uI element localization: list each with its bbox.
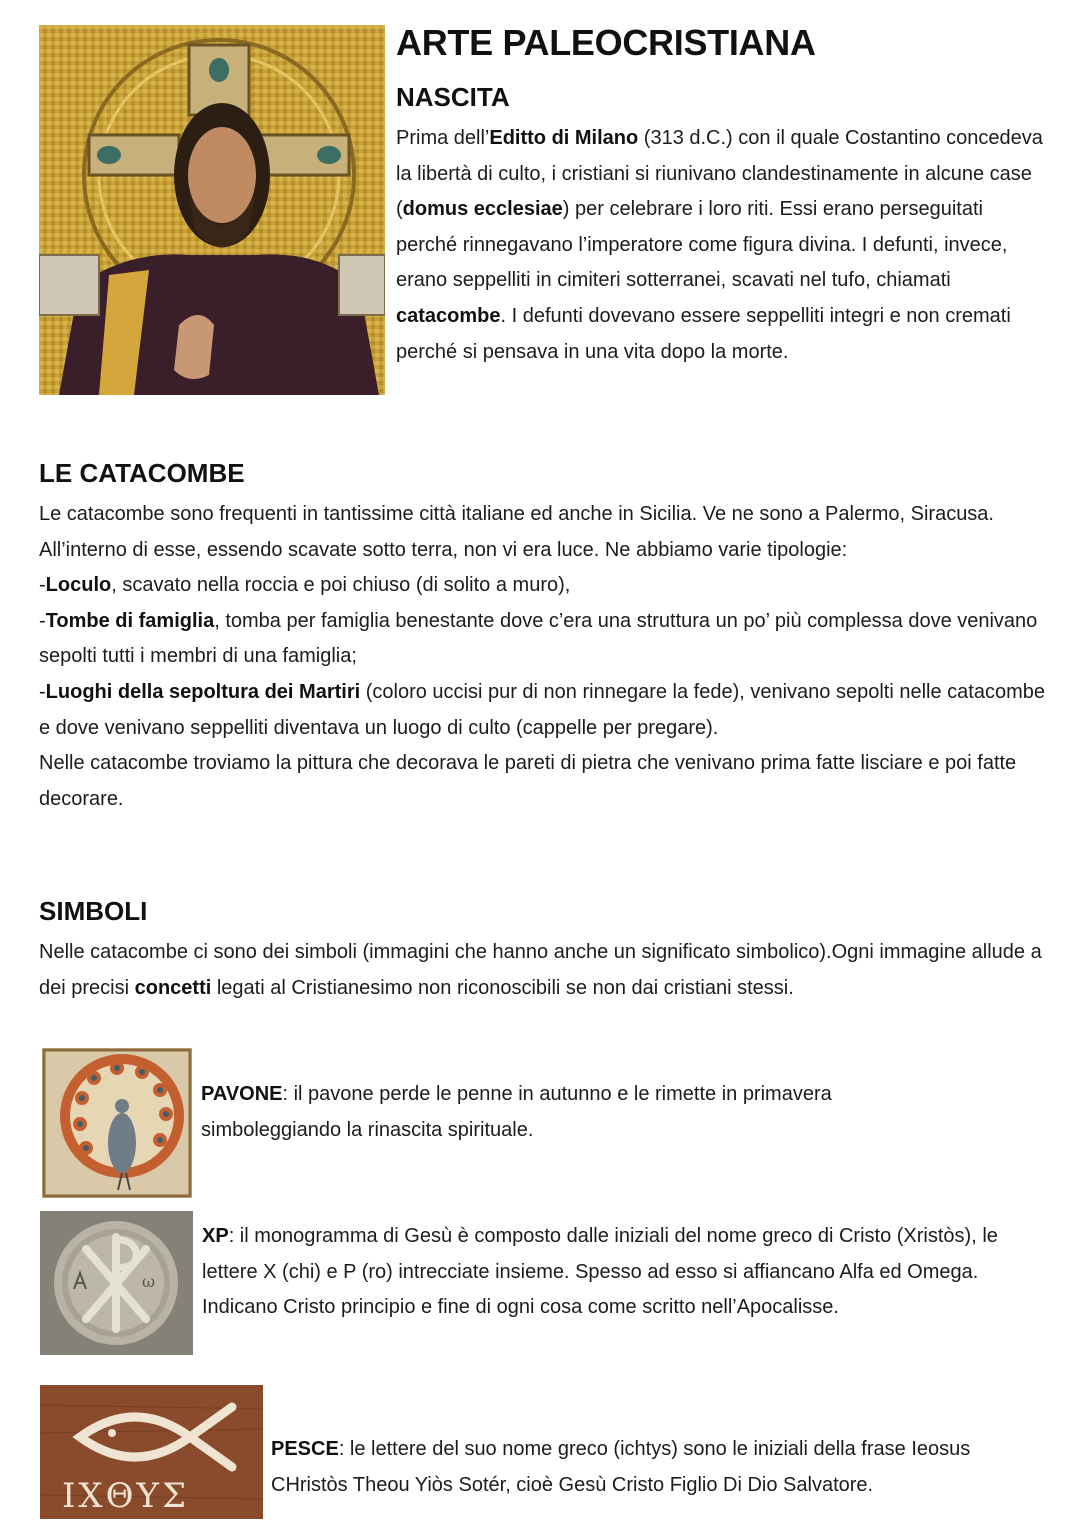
peacock-mosaic-icon [42,1048,192,1198]
editto-bold: Editto di Milano [489,127,639,149]
page-title: ARTE PALEOCRISTIANA [396,22,816,63]
nascita-text-1: Prima dell’ [396,127,490,149]
simboli-intro-text-1: Nelle catacombe ci sono dei simboli (immagini che hanno anche un significato simbolico).Ogni immagine allude a dei precisi [39,941,1042,999]
domus-bold: domus ecclesiae [402,198,563,221]
xp-text [202,1219,1022,1326]
xp-label: XP [202,1225,229,1247]
peacock-image [42,1048,192,1198]
svg-text:ω: ω [142,1272,156,1291]
dash: - [39,680,46,703]
chirho-image [40,1211,193,1355]
ichthys-fish-icon [40,1385,263,1519]
catacombe-martiri [39,675,1049,746]
simboli-intro-text-2: legati al Cristianesimo non riconoscibili se non dai cristiani stessi. [211,976,794,999]
nascita-text-2: (313 d.C.) con il quale Costantino concedeva la libertà di culto, i cristiani si riunivano clandestinamente in alcune case ( [396,127,1043,221]
fish-image [40,1385,263,1519]
nascita-text-3: ) per celebrare i loro riti. Essi erano perseguitati perché rinnegavano l’imperatore come figura divina. I defunti, invece, erano seppelliti in cimiteri sotterranei, scavati nel tufo, chiamati [396,198,1008,292]
pesce-description: : le lettere del suo nome greco (ichtys) sono le iniziali della frase Ieosus CHristòs Theou Yiòs Sotér, cioè Gesù Cristo Figlio Di Dio Salvatore. [271,1438,971,1496]
chi-rho-relief-icon [40,1211,193,1355]
tombe-text: , tomba per famiglia benestante dove c’era una struttura un po’ più complessa dove venivano sepolti tutti i membri di una famiglia; [39,609,1038,668]
loculo-bold: Loculo [45,574,112,597]
simboli-heading: SIMBOLI [39,896,148,926]
pesce-text [271,1432,1051,1503]
concetti-bold: concetti [134,976,212,999]
catacombe-bold: catacombe [396,304,501,327]
pesce-label: PESCE [271,1438,339,1460]
catacombe-line-2: All’interno di esse, essendo scavate sotto terra, non vi era luce. Ne abbiamo varie tipologie: [39,538,848,561]
tombe-bold: Tombe di famiglia [45,609,215,632]
loculo-text: , scavato nella roccia e poi chiuso (di solito a muro), [111,574,571,597]
christ-mosaic-icon [39,25,385,395]
nascita-text-4: . I defunti dovevano essere seppelliti integri e non cremati perché si pensava in una vita dopo la morte. [396,304,1011,363]
dash: - [39,609,46,632]
fish-greek-letters: IXΘYΣ [62,1476,189,1516]
catacombe-line-6: Nelle catacombe troviamo la pittura che decorava le pareti di pietra che venivano prima fatte lisciare e poi fatte decorare. [39,752,1017,810]
catacombe-heading: LE CATACOMBE [39,458,245,488]
pavone-text [201,1077,961,1148]
catacombe-tombe [39,604,1049,675]
nascita-paragraph [396,121,1046,370]
nascita-heading: NASCITA [396,82,510,112]
catacombe-loculo [39,568,1049,604]
pavone-label: PAVONE [201,1083,283,1105]
dash: - [39,574,46,597]
martiri-text: (coloro uccisi pur di non rinnegare la fede), venivano sepolti nelle catacombe e dove venivano seppelliti diventava un luogo di culto (cappelle per pregare). [39,680,1045,739]
simboli-intro [39,935,1049,1006]
xp-description: : il monogramma di Gesù è composto dalle iniziali del nome greco di Cristo (Xristòs), le lettere X (chi) e P (ro) intrecciate insieme. Spesso ad esso si affiancano Alfa ed Omega. Indicano Cristo principio e fine di ogni cosa come scritto nell’Apocalisse. [202,1225,998,1319]
martiri-bold: Luoghi della sepoltura dei Martiri [45,680,361,703]
pavone-description: : il pavone perde le penne in autunno e le rimette in primavera simboleggiando la rinascita spirituale. [201,1083,832,1141]
christ-mosaic-image [39,25,385,395]
catacombe-line-1: Le catacombe sono frequenti in tantissime città italiane ed anche in Sicilia. Ve ne sono a Palermo, Siracusa. [39,503,994,525]
catacombe-body [39,497,1049,817]
